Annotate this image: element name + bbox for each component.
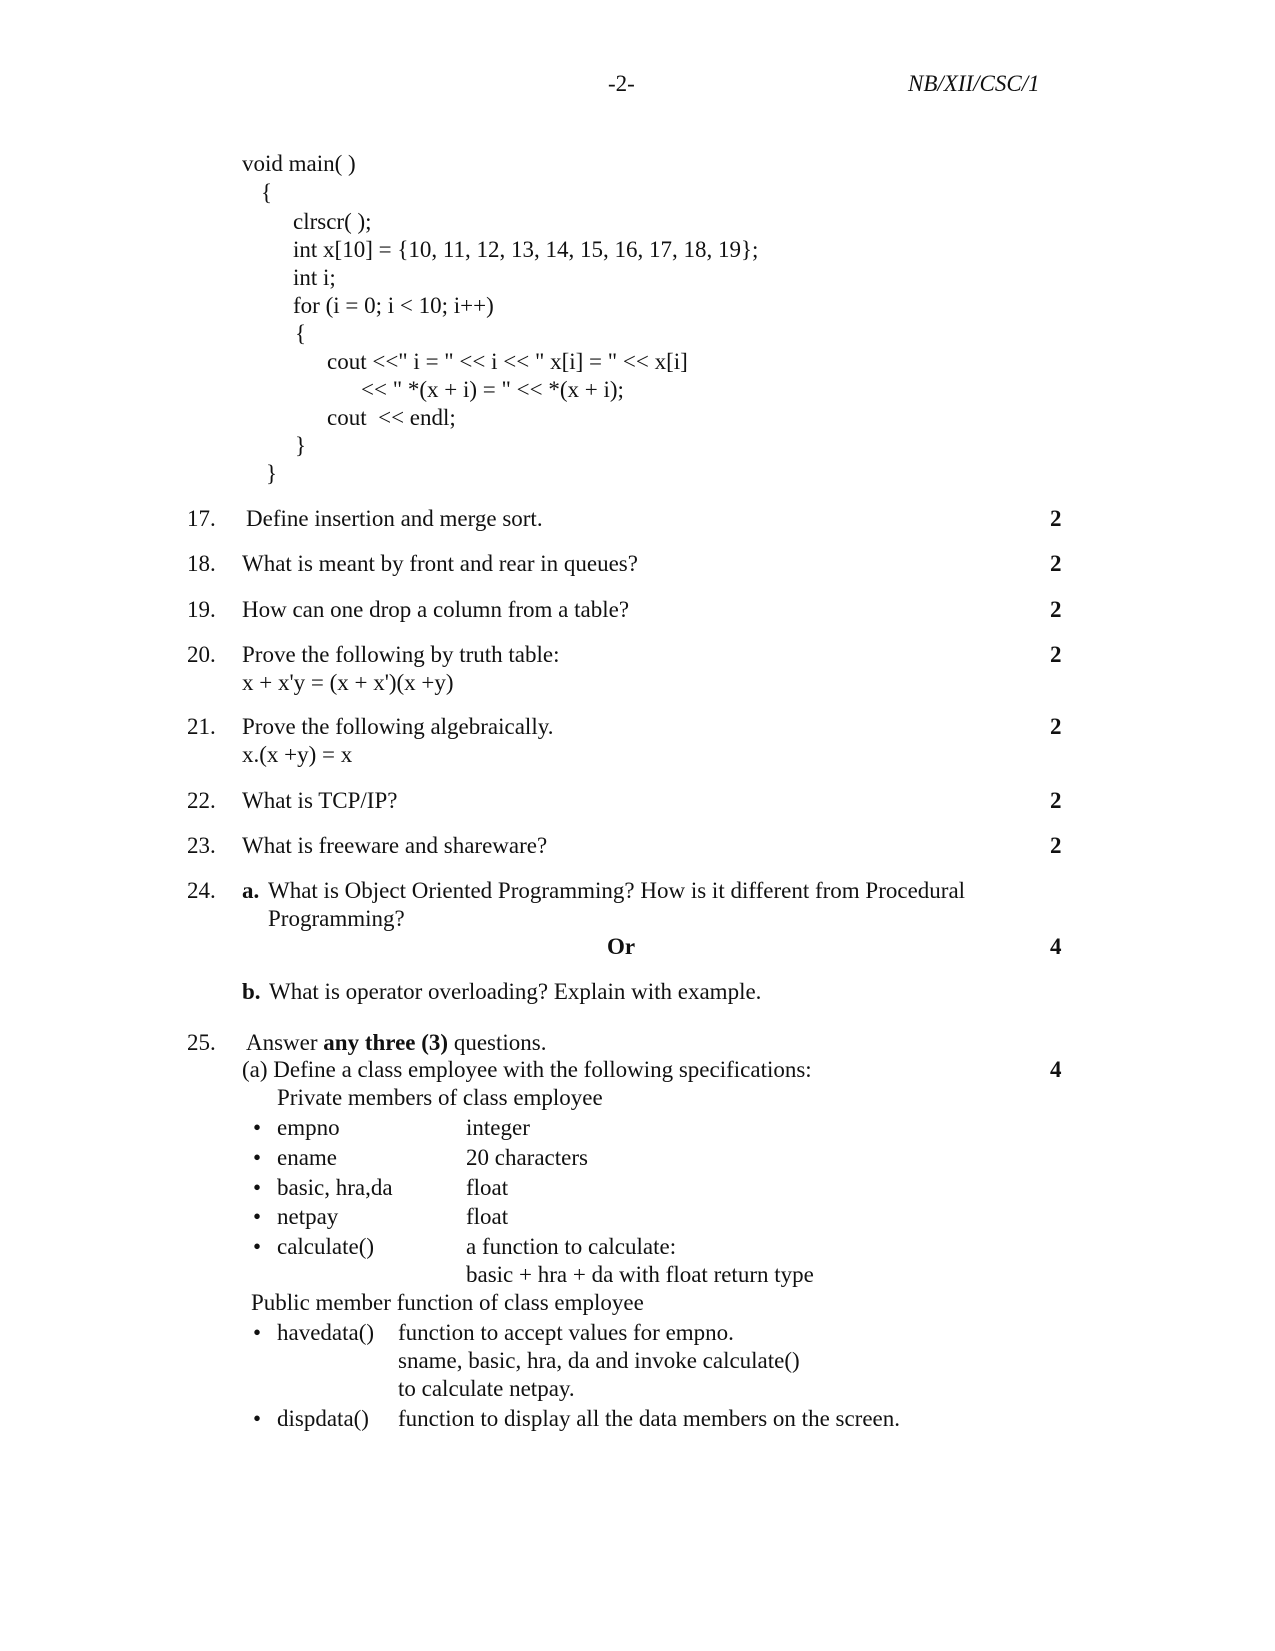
question-number: 22.: [187, 788, 216, 813]
question-text: Prove the following by truth table:: [242, 642, 560, 667]
member-name: basic, hra,da: [277, 1175, 393, 1200]
option-b-label: b.: [242, 979, 261, 1004]
question-number: 19.: [187, 597, 216, 622]
or-separator: Or: [607, 934, 636, 959]
member-type: float: [466, 1175, 509, 1200]
code-line: cout << endl;: [327, 405, 456, 430]
code-line: {: [295, 321, 307, 346]
public-heading: Public member function of class employee: [251, 1290, 644, 1315]
question-text: What is meant by front and rear in queues?: [242, 551, 638, 576]
bullet-icon: •: [253, 1115, 262, 1140]
code-line: int x[10] = {10, 11, 12, 13, 14, 15, 16, 17, 18, 19};: [293, 237, 759, 262]
option-a-text: What is Object Oriented Programming? How is it different from Procedural: [268, 878, 966, 903]
question-number: 23.: [187, 833, 216, 858]
question-number: 17.: [187, 506, 216, 531]
option-a-text-cont: Programming?: [268, 906, 405, 931]
code-line: int i;: [293, 265, 336, 290]
code-line: {: [261, 180, 273, 205]
question-text: Define insertion and merge sort.: [246, 506, 543, 531]
page-number: -2-: [608, 71, 635, 96]
question-text: What is freeware and shareware?: [242, 833, 548, 858]
code-line: << " *(x + i) = " << *(x + i);: [361, 377, 624, 402]
question-text: Prove the following algebraically.: [242, 714, 554, 739]
member-type: a function to calculate:: [466, 1234, 677, 1259]
question-equation: x + x'y = (x + x')(x +y): [242, 670, 454, 695]
question-number: 24.: [187, 878, 216, 903]
code-line: }: [295, 433, 307, 458]
bullet-icon: •: [253, 1320, 262, 1345]
code-line: }: [266, 461, 278, 486]
member-name: empno: [277, 1115, 340, 1140]
paper-code: NB/XII/CSC/1: [908, 71, 1040, 96]
question-number: 20.: [187, 642, 216, 667]
question-text: How can one drop a column from a table?: [242, 597, 630, 622]
bullet-icon: •: [253, 1234, 262, 1259]
option-a-label: a.: [242, 878, 260, 903]
member-desc: function to accept values for empno.: [398, 1320, 734, 1345]
bullet-icon: •: [253, 1406, 262, 1431]
member-name: havedata(): [277, 1320, 375, 1345]
member-name: ename: [277, 1145, 338, 1170]
question-number: 18.: [187, 551, 216, 576]
question-intro: [246, 1029, 546, 1057]
question-equation: x.(x +y) = x: [242, 742, 353, 767]
question-marks: 2: [1050, 642, 1062, 667]
member-type: 20 characters: [466, 1145, 588, 1170]
member-desc-cont: to calculate netpay.: [398, 1376, 575, 1401]
question-marks: 2: [1050, 506, 1062, 531]
member-name: netpay: [277, 1204, 339, 1229]
option-b-text: What is operator overloading? Explain with example.: [269, 979, 762, 1004]
intro-bold: any three (3): [323, 1030, 449, 1055]
code-line: for (i = 0; i < 10; i++): [293, 293, 494, 318]
intro-pre: Answer: [246, 1030, 318, 1055]
question-marks: 2: [1050, 551, 1062, 576]
bullet-icon: •: [253, 1204, 262, 1229]
bullet-icon: •: [253, 1145, 262, 1170]
question-marks: 4: [1050, 934, 1062, 959]
question-number: 21.: [187, 714, 216, 739]
intro-post: questions.: [453, 1030, 547, 1055]
question-marks: 2: [1050, 714, 1062, 739]
member-type: integer: [466, 1115, 530, 1140]
code-line: void main( ): [242, 151, 356, 176]
code-line: cout <<" i = " << i << " x[i] = " << x[i]: [327, 349, 688, 374]
code-line: clrscr( );: [293, 209, 372, 234]
private-heading: Private members of class employee: [277, 1085, 603, 1110]
member-name: dispdata(): [277, 1406, 369, 1431]
member-desc: function to display all the data members on the screen.: [398, 1406, 901, 1431]
member-type: float: [466, 1204, 509, 1229]
part-a-text: (a) Define a class employee with the following specifications:: [242, 1057, 812, 1082]
bullet-icon: •: [253, 1175, 262, 1200]
question-marks: 2: [1050, 833, 1062, 858]
question-text: What is TCP/IP?: [242, 788, 398, 813]
question-marks: 4: [1050, 1057, 1062, 1082]
question-marks: 2: [1050, 597, 1062, 622]
question-marks: 2: [1050, 788, 1062, 813]
question-number: 25.: [187, 1030, 216, 1055]
member-type-cont: basic + hra + da with float return type: [466, 1262, 814, 1287]
member-desc-cont: sname, basic, hra, da and invoke calculate(): [398, 1348, 800, 1373]
member-name: calculate(): [277, 1234, 375, 1259]
